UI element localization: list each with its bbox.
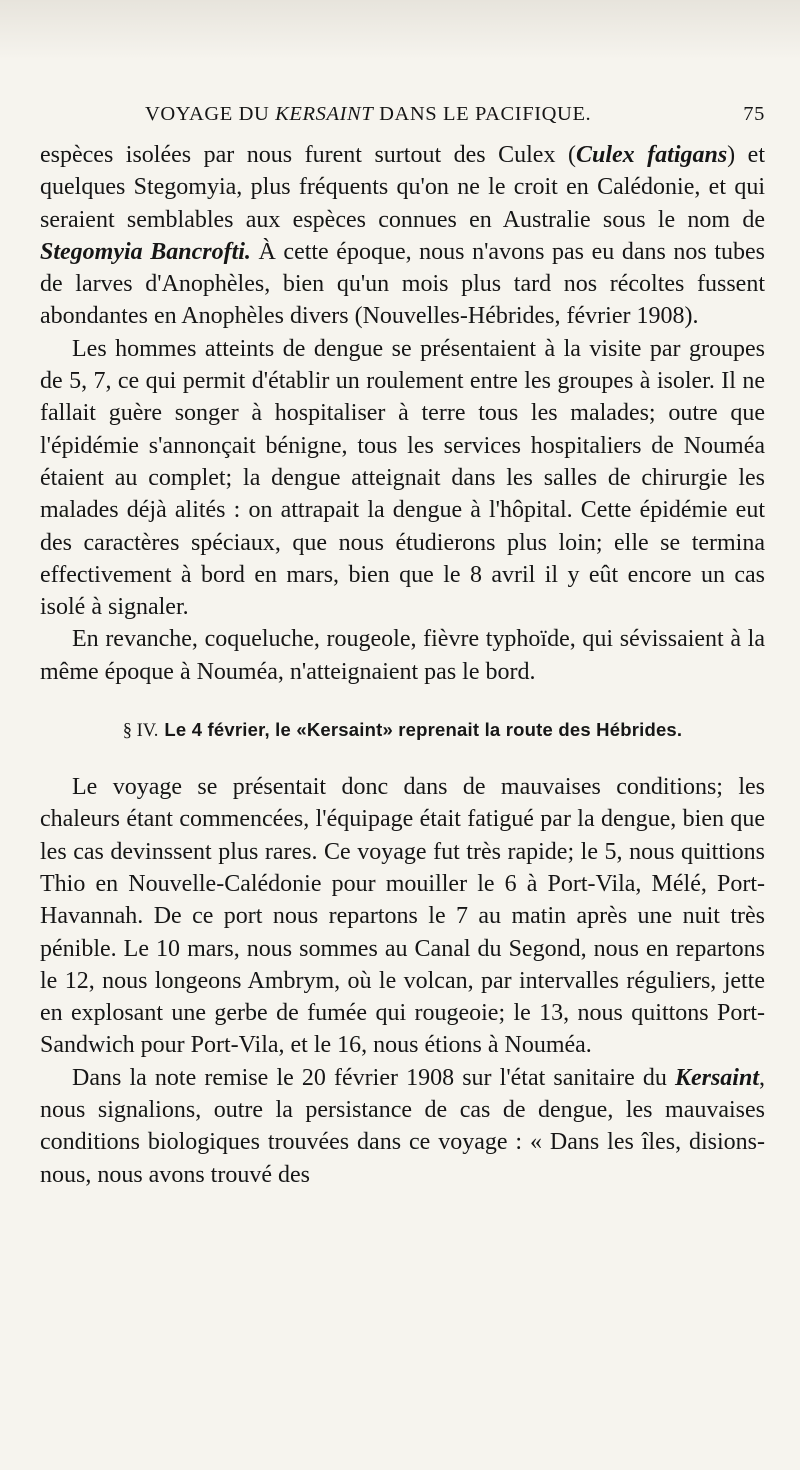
paragraph-1 [40,139,765,333]
text-span: , nous signalions, outre la persistance de cas de dengue, les mauvaises conditions biologiques trouvées dans ce voyage : « Dans les îles, disions-nous, nous avons trouvé des [40,1064,765,1188]
running-title-ship: KERSAINT [275,103,374,125]
italic-ship-name: Kersaint [674,1064,759,1091]
running-title-part: VOYAGE DU [145,103,276,125]
paragraph-4: Le voyage se présentait donc dans de mauvaises conditions; les chaleurs étant commencées, l'équipage était fatigué par la dengue, bien que les cas devinssent plus rares. Ce voyage fut très rapide; le 5, nous quittions Thio en Nouvelle-Calédonie pour mouiller le 6 à Port-Vila, Mélé, Port-Havannah. De ce port nous repartons le 7 au matin après une nuit très pénible. Le 10 mars, nous sommes au Canal du Segond, nous en repartons le 12, nous longeons Ambrym, où le volcan, par intervalles réguliers, jette en explosant une gerbe de fumée qui rougeoie; le 13, nous quittons Port-Sandwich pour Port-Vila, et le 16, nous étions à Nouméa. [40,774,765,1059]
body-text [40,139,765,1191]
section-heading [40,718,765,743]
text-span: Dans la note remise le 20 février 1908 sur l'état sanitaire du [72,1064,675,1091]
section-number: § IV. [122,721,159,742]
page-number: 75 [743,103,765,125]
text-span: À cette époque, nous n'avons pas eu dans nos tubes de larves d'Anophèles, bien qu'un mois plus tard nos récoltes fussent abondantes en Anophèles divers (Nouvelles-Hébrides, février 1908). [40,238,765,330]
book-page [40,95,765,1191]
italic-species: Stegomyia Bancrofti. [40,238,251,265]
running-title-part: DANS LE PACIFIQUE. [373,103,592,125]
paragraph-3: En revanche, coqueluche, rougeole, fièvre typhoïde, qui sévissaient à la même époque à Nouméa, n'atteignaient pas le bord. [40,626,765,685]
italic-species: Culex fatigans [575,142,728,168]
running-head [40,95,765,135]
scan-shadow [0,0,800,60]
paragraph-5 [40,1062,765,1191]
running-title [145,103,591,126]
text-span: ) et quelques Stegomyia, plus fréquents qu'on ne le croit en Calédonie, et qui seraient semblables aux espèces connues en Australie sous le nom de [40,142,765,233]
paragraph-2: Les hommes atteints de dengue se présentaient à la visite par groupes de 5, 7, ce qui permit d'établir un roulement entre les groupes à isoler. Il ne fallait guère songer à hospitaliser à terre tous les malades; outre que l'épidémie s'annonçait bénigne, tous les services hospitaliers de Nouméa étaient au complet; la dengue atteignait dans les salles de chirurgie les malades déjà alités : on attrapait la dengue à l'hôpital. Cette épidémie eut des caractères spéciaux, que nous étudierons plus loin; elle se termina effectivement à bord en mars, bien que le 8 avril il y eût encore un cas isolé à signaler. [40,335,765,621]
section-title: Le 4 février, le «Kersaint» reprenait la route des Hébrides. [164,719,683,741]
text-span: espèces isolées par nous furent surtout des Culex ( [40,142,576,168]
